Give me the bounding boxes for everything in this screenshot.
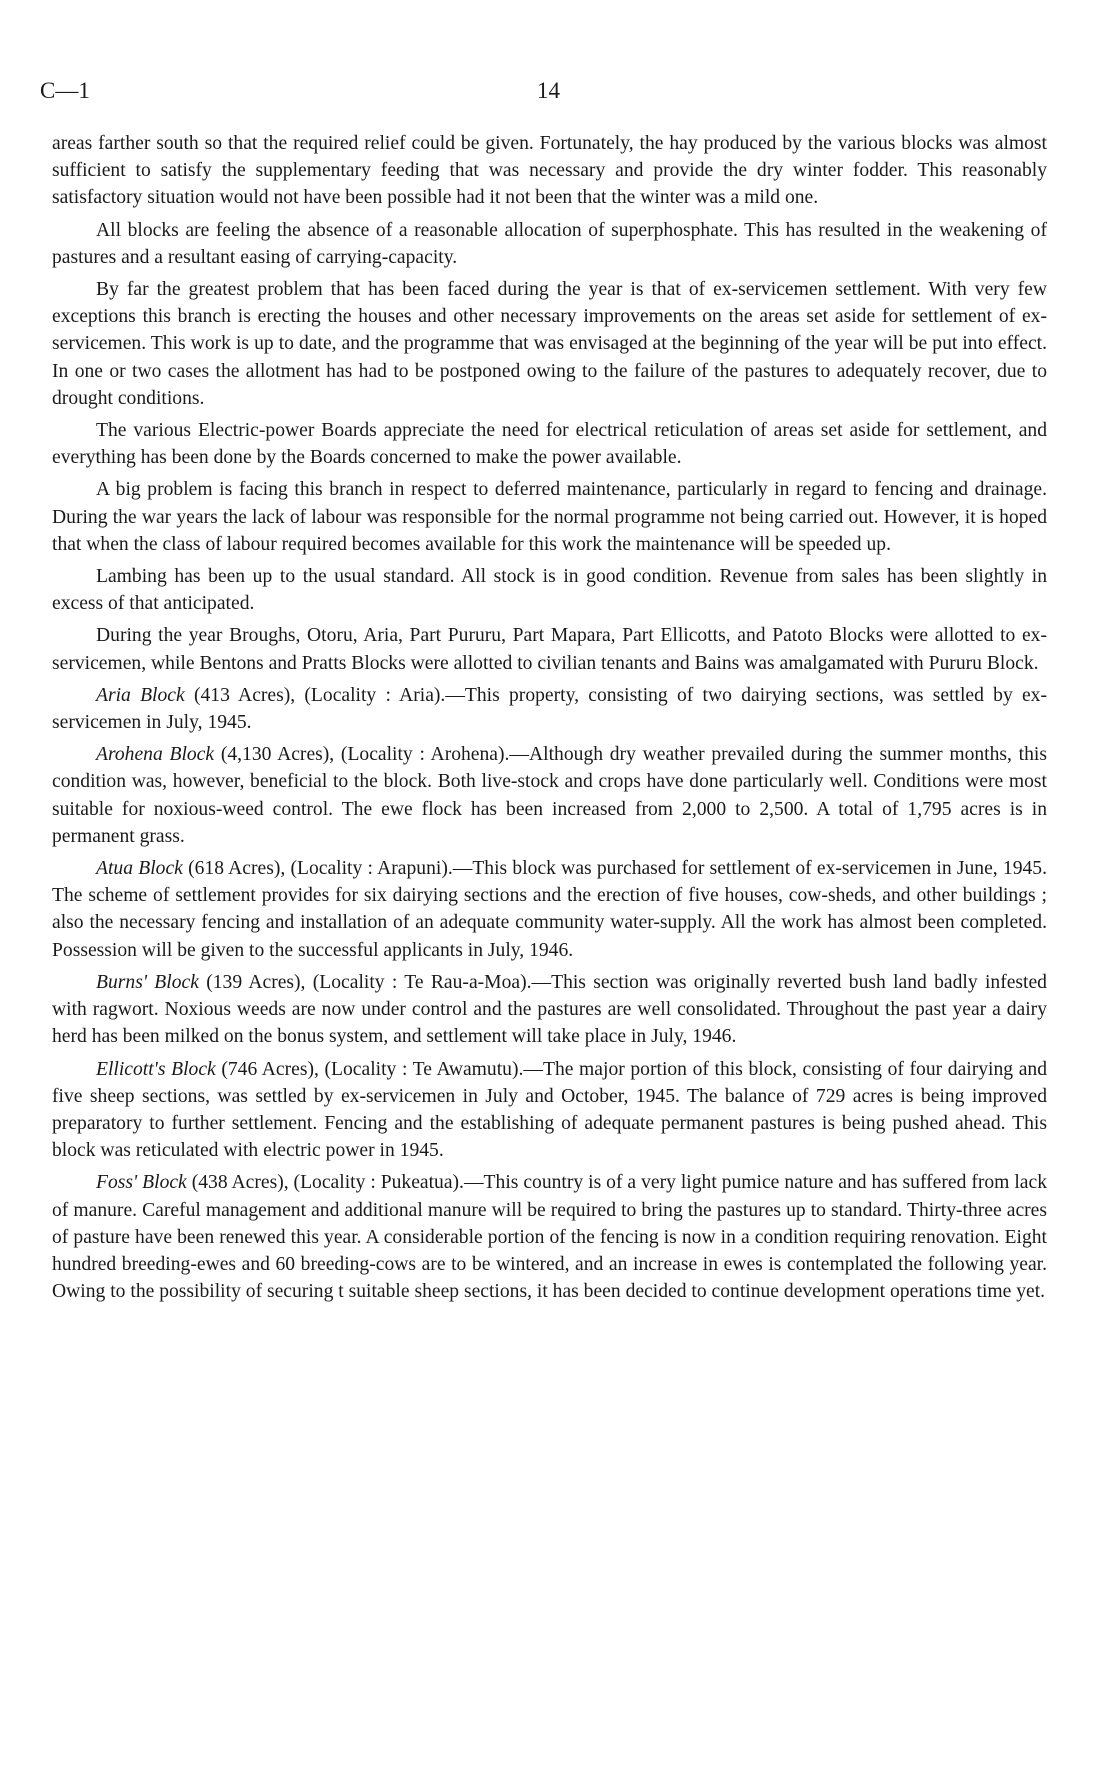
block-description: (438 Acres), (Locality : Pukeatua).—This country is of a very light pumice nature and has suffered from lack of manure. Careful management and additional manure will be required to bring the pastures up to standard. Thirty-three acres of pasture have been renewed this year. A considerable portion of the fencing is now in a condition requiring renovation. Eight hundred breeding-ewes and 60 breeding-cows are to be wintered, and an increase in ewes is contemplated the following year. Owing to the possibility of securing t suitable sheep sections, it has been decided to continue development operations time yet. bbox=[52, 1172, 1047, 1303]
paragraph: The various Electric-power Boards appreciate the need for electrical reticulation of areas set aside for settlement, and everything has been done by the Boards concerned to make the power available. bbox=[52, 420, 1047, 469]
body-text bbox=[52, 130, 1047, 1305]
block-name: Aria Block bbox=[96, 684, 185, 706]
block-description: (618 Acres), (Locality : Arapuni).—This block was purchased for settlement of ex-servicemen in June, 1945. The scheme of settlement provides for six dairying sections and the erection of five houses, cow-sheds, and other buildings ; also the necessary fencing and installation of an adequate community water-supply. All the work has almost been completed. Possession will be given to the successful applicants in July, 1946. bbox=[52, 858, 1047, 961]
block-description: (413 Acres), (Locality : Aria).—This property, consisting of two dairying sections, was settled by ex-servicemen in July, 1945. bbox=[52, 684, 1048, 734]
paragraph: areas farther south so that the required relief could be given. Fortunately, the hay produced by the various blocks was almost sufficient to satisfy the supplementary feeding that was necessary and provide the dry winter fodder. This reasonably satisfactory situation would not have been possible had it not been that the winter was a mild one. bbox=[52, 133, 1047, 209]
paragraph: All blocks are feeling the absence of a reasonable allocation of superphosphate. This has resulted in the weakening of pastures and a resultant easing of carrying-capacity. bbox=[52, 219, 1047, 268]
paragraph: Lambing has been up to the usual standard. All stock is in good condition. Revenue from sales has been slightly in excess of that anticipated. bbox=[52, 566, 1047, 615]
block-entry bbox=[52, 1169, 1047, 1305]
block-description: (4,130 Acres), (Locality : Arohena).—Although dry weather prevailed during the summer months, this condition was, however, beneficial to the block. Both live-stock and crops have done particularly well. Conditions were most suitable for noxious-weed control. The ewe flock has been increased from 2,000 to 2,500. A total of 1,795 acres is in permanent grass. bbox=[52, 744, 1047, 847]
paragraph: A big problem is facing this branch in respect to deferred maintenance, particularly in regard to fencing and drainage. During the war years the lack of labour was responsible for the normal programme not being carried out. However, it is hoped that when the class of labour required becomes available for this work the maintenance will be speeded up. bbox=[52, 479, 1047, 555]
block-entry bbox=[52, 741, 1047, 850]
block-description: (139 Acres), (Locality : Te Rau-a-Moa).—This section was originally reverted bush land badly infested with ragwort. Noxious weeds are now under control and the pastures are well consolidated. Throughout the past year a dairy herd has been milked on the bonus system, and settlement will take place in July, 1946. bbox=[52, 971, 1047, 1048]
block-name: Burns' Block bbox=[96, 971, 199, 993]
page-number: 14 bbox=[537, 78, 560, 103]
paragraph: During the year Broughs, Otoru, Aria, Part Pururu, Part Mapara, Part Ellicotts, and Patoto Blocks were allotted to ex-servicemen, while Bentons and Pratts Blocks were allotted to civilian tenants and Bains was amalgamated with Pururu Block. bbox=[52, 625, 1047, 674]
block-name: Arohena Block bbox=[96, 744, 215, 766]
block-name: Atua Block bbox=[96, 858, 183, 880]
block-entry bbox=[52, 855, 1047, 964]
block-description: (746 Acres), (Locality : Te Awamutu).—The major portion of this block, consisting of four dairying and five sheep sections, was settled by ex-servicemen in July and October, 1945. The balance of 729 acres is being improved preparatory to further settlement. Fencing and the establishing of adequate permanent pastures is being pushed ahead. This block was reticulated with electric power in 1945. bbox=[52, 1058, 1047, 1162]
block-entry bbox=[52, 969, 1047, 1051]
paragraph: By far the greatest problem that has been faced during the year is that of ex-servicemen settlement. With very few exceptions this branch is erecting the houses and other necessary improvements on the areas set aside for settlement of ex-servicemen. This work is up to date, and the programme that was envisaged at the beginning of the year will be put into effect. In one or two cases the allotment has had to be postponed owing to the failure of the pastures to adequately recover, due to drought conditions. bbox=[52, 279, 1047, 409]
document-code: C—1 bbox=[40, 78, 90, 103]
block-name: Ellicott's Block bbox=[96, 1058, 216, 1080]
page-header bbox=[40, 78, 1040, 108]
block-entry bbox=[52, 682, 1047, 736]
block-entry bbox=[52, 1056, 1047, 1165]
block-name: Foss' Block bbox=[96, 1172, 187, 1194]
